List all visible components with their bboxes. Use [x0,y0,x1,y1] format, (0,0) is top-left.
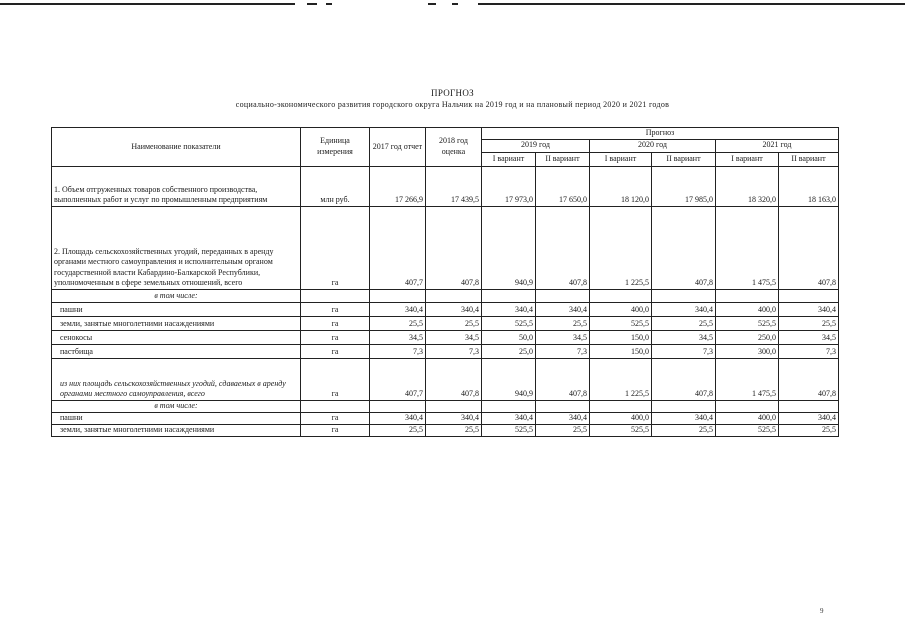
value-2020-v2: 34,5 [652,330,716,344]
header-2020: 2020 год [590,139,716,152]
row-unit: га [301,344,370,358]
value-2019-v1: 25,0 [482,344,536,358]
value-2019-v2: 407,8 [536,206,590,289]
value-2017: 407,7 [370,358,426,400]
header-variant-2: II вариант [536,152,590,166]
header-2021: 2021 год [716,139,839,152]
row-name: 1. Объем отгруженных товаров собственного производства, выполненных работ и услуг по промышленным предприятиям [52,166,301,206]
value-2017: 407,7 [370,206,426,289]
value-2019-v2: 340,4 [536,412,590,424]
value-2018: 17 439,5 [426,166,482,206]
value-2018: 25,5 [426,316,482,330]
value-2021-v2: 25,5 [779,316,839,330]
value-2019-v1: 50,0 [482,330,536,344]
row-name: 2. Площадь сельскохозяйственных угодий, переданных в аренду органами местного самоуправления и исполнительным органом государственной власти Кабардино-Балкарской Республики, уполномоченным в сфере земельных отношений, всего [52,206,301,289]
value-2019-v2: 25,5 [536,424,590,436]
row-unit: га [301,302,370,316]
value-2019-v2: 25,5 [536,316,590,330]
table-row [52,330,839,344]
header-2017: 2017 год отчет [370,128,426,167]
value-2017: 34,5 [370,330,426,344]
header-2018: 2018 год оценка [426,128,482,167]
scan-artifact-line [478,3,905,5]
value-2019-v2: 34,5 [536,330,590,344]
value-2020-v2: 407,8 [652,206,716,289]
value-2018: 407,8 [426,206,482,289]
row-name: земли, занятые многолетними насаждениями [52,316,301,330]
value-2019-v1: 17 973,0 [482,166,536,206]
value-2021-v2: 7,3 [779,344,839,358]
value-2020-v1: 525,5 [590,424,652,436]
row-unit: га [301,330,370,344]
page-number: 9 [820,607,824,615]
header-unit: Единица измерения [301,128,370,167]
header-forecast: Прогноз [482,128,839,140]
value-2020-v1: 1 225,5 [590,206,652,289]
table-row [52,344,839,358]
value-2020-v2: 407,8 [652,358,716,400]
table-row [52,424,839,436]
value-2020-v1: 400,0 [590,302,652,316]
table-row [52,166,839,206]
value-2017: 340,4 [370,302,426,316]
value-2020-v1: 400,0 [590,412,652,424]
value-2021-v1: 250,0 [716,330,779,344]
row-name: пастбища [52,344,301,358]
value-2021-v1: 300,0 [716,344,779,358]
value-2021-v1: 400,0 [716,412,779,424]
value-2017: 7,3 [370,344,426,358]
value-2021-v2: 407,8 [779,206,839,289]
row-unit: га [301,358,370,400]
value-2018: 340,4 [426,302,482,316]
row-name: пашни [52,302,301,316]
value-2020-v1: 525,5 [590,316,652,330]
scan-artifact-line [452,3,458,5]
value-2019-v1: 525,5 [482,424,536,436]
header-2019: 2019 год [482,139,590,152]
value-2018: 340,4 [426,412,482,424]
value-2017: 340,4 [370,412,426,424]
value-2018: 25,5 [426,424,482,436]
value-2021-v1: 525,5 [716,424,779,436]
value-2021-v1: 525,5 [716,316,779,330]
value-2020-v1: 18 120,0 [590,166,652,206]
value-2020-v1: 1 225,5 [590,358,652,400]
value-2020-v2: 25,5 [652,316,716,330]
value-2021-v1: 400,0 [716,302,779,316]
table-row [52,206,839,289]
header-variant-1: I вариант [716,152,779,166]
value-2020-v2: 340,4 [652,412,716,424]
row-subheading: в том числе: [52,400,301,412]
header-variant-1: I вариант [590,152,652,166]
row-name: из них площадь сельскохозяйственных угодий, сдаваемых в аренду органами местного самоуправления, всего [52,358,301,400]
row-name: сенокосы [52,330,301,344]
value-2019-v2: 17 650,0 [536,166,590,206]
value-2019-v1: 525,5 [482,316,536,330]
value-2021-v2: 407,8 [779,358,839,400]
table-row [52,302,839,316]
value-2020-v2: 7,3 [652,344,716,358]
value-2018: 407,8 [426,358,482,400]
row-unit: га [301,424,370,436]
value-2017: 25,5 [370,424,426,436]
value-2021-v1: 1 475,5 [716,358,779,400]
header-variant-1: I вариант [482,152,536,166]
value-2021-v2: 34,5 [779,330,839,344]
value-2021-v2: 340,4 [779,302,839,316]
scan-artifact-line [428,3,436,5]
value-2019-v2: 407,8 [536,358,590,400]
value-2020-v2: 17 985,0 [652,166,716,206]
document-title: ПРОГНОЗ [431,88,474,98]
row-unit: млн руб. [301,166,370,206]
value-2019-v2: 7,3 [536,344,590,358]
value-2020-v1: 150,0 [590,344,652,358]
header-name: Наименование показатели [52,128,301,167]
row-name: земли, занятые многолетними насаждениями [52,424,301,436]
header-variant-2: II вариант [652,152,716,166]
value-2021-v2: 18 163,0 [779,166,839,206]
row-unit: га [301,412,370,424]
row-unit: га [301,206,370,289]
value-2021-v2: 340,4 [779,412,839,424]
value-2020-v1: 150,0 [590,330,652,344]
table-row [52,289,839,302]
table-row [52,358,839,400]
forecast-table [51,127,839,437]
value-2021-v1: 1 475,5 [716,206,779,289]
value-2021-v1: 18 320,0 [716,166,779,206]
scan-artifact-line [326,3,332,5]
table-row [52,412,839,424]
header-variant-2: II вариант [779,152,839,166]
table-row [52,316,839,330]
value-2019-v1: 340,4 [482,302,536,316]
value-2019-v1: 940,9 [482,358,536,400]
value-2019-v2: 340,4 [536,302,590,316]
value-2019-v1: 340,4 [482,412,536,424]
value-2017: 25,5 [370,316,426,330]
value-2019-v1: 940,9 [482,206,536,289]
document-subtitle: социально-экономического развития городского округа Нальчик на 2019 год и на плановый период 2020 и 2021 годов [235,100,670,109]
value-2020-v2: 25,5 [652,424,716,436]
row-unit: га [301,316,370,330]
row-name: пашни [52,412,301,424]
value-2017: 17 266,9 [370,166,426,206]
value-2020-v2: 340,4 [652,302,716,316]
table-row [52,400,839,412]
value-2018: 7,3 [426,344,482,358]
scan-artifact-line [0,3,295,5]
row-subheading: в том числе: [52,289,301,302]
scan-artifact-line [307,3,317,5]
value-2021-v2: 25,5 [779,424,839,436]
value-2018: 34,5 [426,330,482,344]
